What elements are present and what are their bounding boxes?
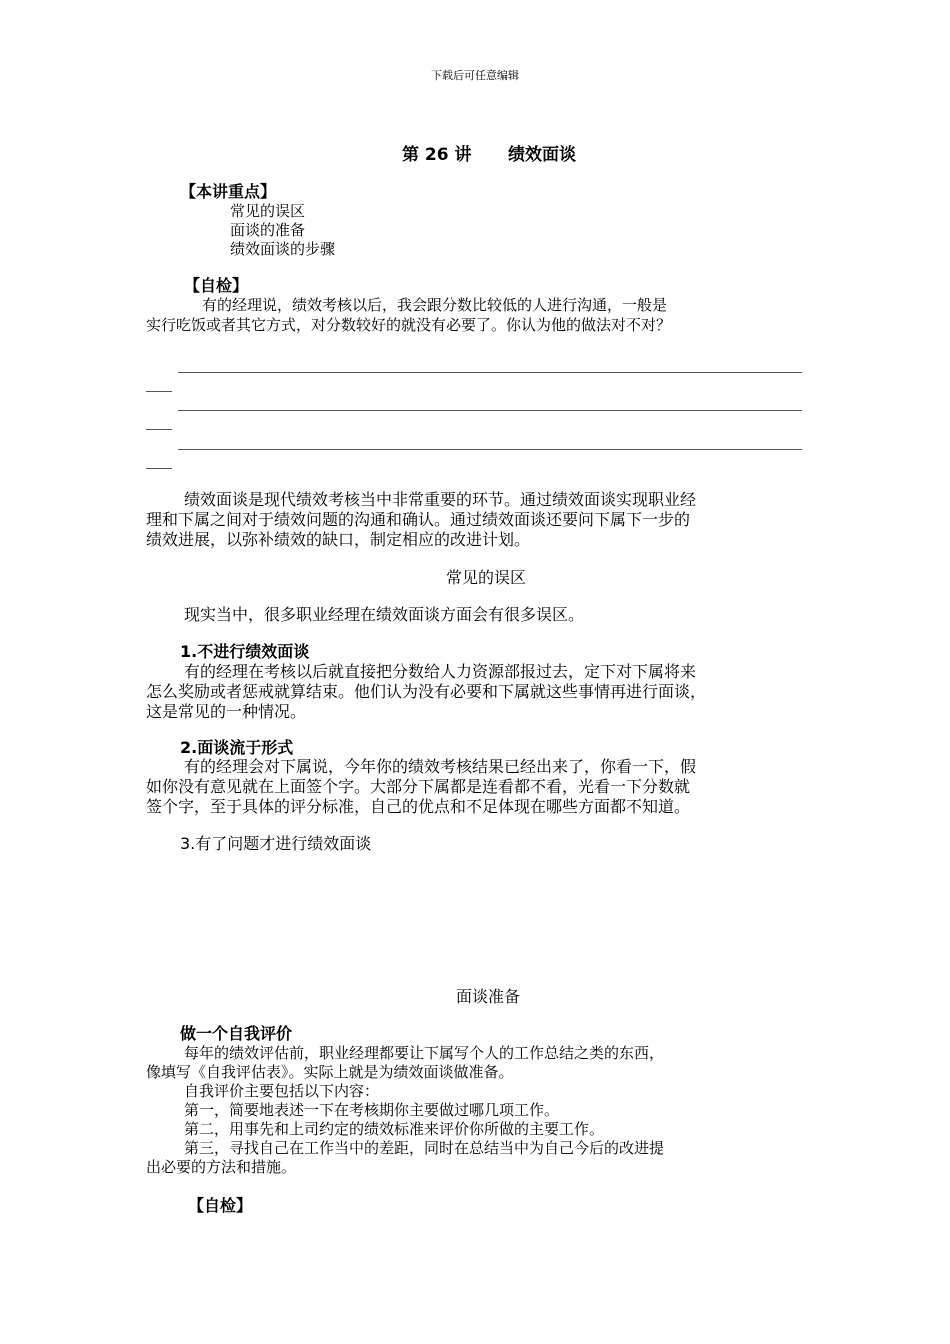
- answer-line-tail: [146, 429, 172, 430]
- mistake-title: 1.不进行绩效面谈: [180, 642, 310, 661]
- intro-line: 理和下属之间对于绩效问题的沟通和确认。通过绩效面谈还要问下属下一步的: [146, 510, 691, 529]
- prep-line: 第二，用事先和上司约定的绩效标准来评价你所做的主要工作。: [184, 1120, 605, 1138]
- selfcheck-question-line: 有的经理说，绩效考核以后，我会跟分数比较低的人进行沟通，一般是: [202, 296, 668, 314]
- section-heading-prep: 面谈准备: [456, 987, 521, 1006]
- focus-item: 常见的误区: [230, 202, 306, 220]
- intro-line: 绩效进展，以弥补绩效的缺口，制定相应的改进计划。: [146, 530, 531, 549]
- selfcheck-question-line: 实行吃饭或者其它方式，对分数较好的就没有必要了。你认为他的做法对不对？: [146, 316, 672, 334]
- focus-item: 面谈的准备: [230, 221, 306, 239]
- page-header-note: 下载后可任意编辑: [431, 69, 519, 82]
- answer-line[interactable]: [178, 449, 802, 450]
- mistake-line: 这是常见的一种情况。: [146, 702, 307, 721]
- prep-line: 第一，简要地表述一下在考核期你主要做过哪几项工作。: [184, 1101, 560, 1119]
- focus-item: 绩效面谈的步骤: [230, 240, 336, 258]
- mistake-line: 如你没有意见就在上面签个字。大部分下属都是连看都不看，光看一下分数就: [146, 777, 691, 796]
- page-title: 绩效面谈: [508, 145, 576, 165]
- section-heading-mistakes: 常见的误区: [446, 568, 527, 587]
- prep-line: 第三，寻找自己在工作当中的差距，同时在总结当中为自己今后的改进提: [184, 1139, 665, 1157]
- mistake-title: 2.面谈流于形式: [180, 738, 294, 757]
- mistake-line: 怎么奖励或者惩戒就算结束。他们认为没有必要和下属就这些事情再进行面谈，: [146, 682, 707, 701]
- mistakes-intro: 现实当中，很多职业经理在绩效面谈方面会有很多误区。: [184, 605, 585, 624]
- focus-heading: 【本讲重点】: [180, 182, 277, 201]
- mistake-line: 有的经理会对下属说，今年你的绩效考核结果已经出来了，你看一下，假: [184, 757, 697, 776]
- answer-line-tail: [146, 468, 172, 469]
- mistake-line: 有的经理在考核以后就直接把分数给人力资源部报过去，定下对下属将来: [184, 662, 697, 681]
- answer-line-tail: [146, 391, 172, 392]
- selfcheck-heading-2: 【自检】: [188, 1196, 253, 1215]
- intro-line: 绩效面谈是现代绩效考核当中非常重要的环节。通过绩效面谈实现职业经: [184, 490, 697, 509]
- lecture-number: 第 26 讲: [402, 145, 472, 165]
- selfcheck-heading: 【自检】: [184, 276, 249, 295]
- prep-subheading: 做一个自我评价: [180, 1024, 293, 1043]
- answer-line[interactable]: [178, 372, 802, 373]
- prep-line: 自我评价主要包括以下内容：: [184, 1082, 380, 1100]
- prep-line: 像填写《自我评估表》。实际上就是为绩效面谈做准备。: [146, 1063, 514, 1081]
- answer-line[interactable]: [178, 410, 802, 411]
- prep-line: 每年的绩效评估前，职业经理都要让下属写个人的工作总结之类的东西，: [184, 1044, 665, 1062]
- mistake-line: 签个字，至于具体的评分标准，自己的优点和不足体现在哪些方面都不知道。: [146, 797, 691, 816]
- mistake-title: 3.有了问题才进行绩效面谈: [180, 834, 372, 853]
- prep-line: 出必要的方法和措施。: [146, 1158, 297, 1176]
